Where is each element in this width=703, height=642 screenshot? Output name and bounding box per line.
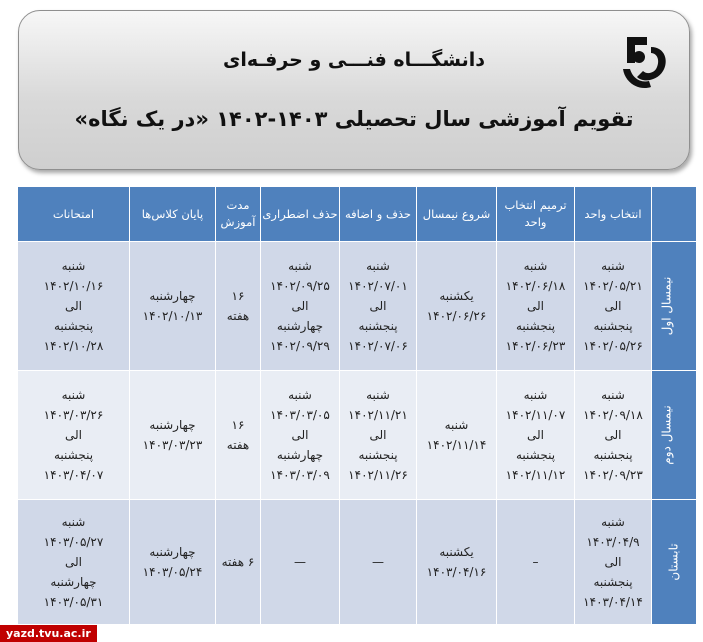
cell-text: ۱۴۰۲/۰۵/۲۶: [583, 339, 643, 353]
title-banner: [18, 10, 690, 170]
cell-text: شنبه: [523, 388, 548, 402]
table-cell: [497, 500, 575, 625]
cell-text: الی: [369, 299, 387, 313]
semester-label: [652, 500, 697, 625]
cell-text: ۱۴۰۲/۱۰/۲۸: [43, 339, 104, 353]
cell-text: ۱۴۰۲/۰۶/۲۶: [426, 309, 487, 323]
cell-text: ۱۴۰۲/۰۷/۰۱: [348, 279, 408, 293]
semester-label: [652, 242, 697, 371]
university-name: دانشگـــاه فنـــی و حرفـه‌ای: [222, 49, 486, 71]
cell-text: —: [294, 555, 306, 569]
table-cell: [130, 242, 216, 371]
semester-label-text: نیمسال اول: [659, 276, 674, 336]
table-cell: [130, 500, 216, 625]
cell-text: شنبه: [601, 515, 625, 529]
cell-text: ۱۴۰۲/۰۶/۱۸: [505, 279, 566, 293]
cell-text: ۱۴۰۳/۰۵/۳۱: [43, 595, 104, 609]
cell-text: ۱۴۰۲/۰۹/۲۳: [583, 468, 643, 482]
website-url: yazd.tvu.ac.ir: [0, 625, 97, 642]
table-cell: [497, 371, 575, 500]
cell-text: ۱۴۰۲/۱۰/۱۶: [43, 279, 104, 293]
table-cell: [18, 500, 130, 625]
cell-text: ۱۴۰۲/۱۱/۰۷: [505, 408, 566, 422]
cell-text: الی: [291, 299, 309, 313]
cell-text: شنبه: [366, 259, 390, 273]
cell-text: پنجشنبه: [593, 575, 633, 589]
table-cell: [340, 242, 417, 371]
cell-text: ۱۴۰۲/۰۹/۱۸: [583, 408, 643, 422]
table-cell: [216, 500, 261, 625]
table-row: [18, 242, 697, 371]
table-cell: [340, 371, 417, 500]
tvu-logo-icon: [617, 33, 673, 93]
cell-text: چهارشنبه: [149, 418, 196, 432]
column-header: امتحانات: [18, 187, 130, 242]
cell-text: شنبه: [61, 515, 86, 529]
academic-calendar-table: [17, 186, 697, 625]
cell-text: ۱۴۰۲/۱۰/۱۳: [142, 309, 203, 323]
table-cell: [18, 242, 130, 371]
corner-cell: [652, 187, 697, 242]
table-cell: [497, 242, 575, 371]
cell-text: شنبه: [288, 388, 312, 402]
table-cell: [417, 500, 497, 625]
cell-text: الی: [604, 299, 622, 313]
cell-text: ۱۴۰۳/۰۵/۲۴: [142, 565, 203, 579]
table-cell: [575, 500, 652, 625]
cell-text: ۱۴۰۳/۰۴/۰۷: [43, 468, 104, 482]
table-cell: [417, 242, 497, 371]
cell-text: ۱۴۰۳/۰۳/۰۹: [270, 468, 330, 482]
cell-text: چهارشنبه: [149, 545, 196, 559]
cell-text: ۱۴۰۳/۰۴/۹: [586, 535, 640, 549]
cell-text: چهارشنبه: [50, 575, 97, 589]
table-cell: [18, 371, 130, 500]
calendar-title: تقویم آموزشی سال تحصیلی ۱۴۰۳-۱۴۰۲ «در یک نگاه»: [74, 107, 634, 131]
cell-text: –: [532, 555, 539, 569]
table-header-row: [18, 187, 697, 242]
cell-text: هفته: [226, 309, 250, 323]
cell-text: شنبه: [288, 259, 312, 273]
cell-text: پنجشنبه: [53, 319, 94, 333]
column-header: حذف و اضافه: [340, 187, 417, 242]
cell-text: الی: [291, 428, 309, 442]
cell-text: شنبه: [601, 388, 625, 402]
table-cell: [216, 371, 261, 500]
cell-text: ۱۴۰۲/۰۹/۲۹: [270, 339, 330, 353]
cell-text: ۱۴۰۲/۱۱/۲۱: [348, 408, 408, 422]
semester-label-text: نیمسال دوم: [659, 405, 674, 465]
table-cell: [261, 371, 340, 500]
table-cell: [261, 242, 340, 371]
cell-text: ۱۶: [231, 418, 245, 432]
cell-text: پنجشنبه: [593, 448, 633, 462]
cell-text: ۱۴۰۲/۱۱/۱۲: [505, 468, 566, 482]
cell-text: شنبه: [61, 388, 86, 402]
cell-text: شنبه: [366, 388, 390, 402]
cell-text: الی: [65, 555, 82, 569]
cell-text: شنبه: [61, 259, 86, 273]
cell-text: ۱۴۰۳/۰۳/۰۵: [270, 408, 330, 422]
cell-text: پنجشنبه: [515, 319, 556, 333]
cell-text: ۱۴۰۲/۱۱/۱۴: [426, 438, 487, 452]
cell-text: یکشنبه: [439, 545, 474, 559]
cell-text: الی: [65, 428, 82, 442]
cell-text: ۱۴۰۳/۰۴/۱۴: [583, 595, 643, 609]
cell-text: ۱۶: [231, 289, 245, 303]
table-row: [18, 371, 697, 500]
cell-text: —: [372, 555, 384, 569]
cell-text: شنبه: [601, 259, 625, 273]
cell-text: پنجشنبه: [53, 448, 94, 462]
cell-text: ۱۴۰۲/۱۱/۲۶: [348, 468, 408, 482]
cell-text: شنبه: [523, 259, 548, 273]
cell-text: ۱۴۰۳/۰۳/۲۳: [142, 438, 203, 452]
semester-label: [652, 371, 697, 500]
cell-text: ۱۴۰۲/۰۵/۲۱: [583, 279, 643, 293]
cell-text: ۱۴۰۳/۰۵/۲۷: [43, 535, 104, 549]
cell-text: ۱۴۰۲/۰۶/۲۳: [505, 339, 566, 353]
cell-text: الی: [527, 299, 544, 313]
column-header: حذف اضطراری: [261, 187, 340, 242]
column-header: پایان کلاس‌ها: [130, 187, 216, 242]
table-cell: [216, 242, 261, 371]
column-header: ترمیم انتخاب واحد: [497, 187, 575, 242]
table-cell: [130, 371, 216, 500]
cell-text: چهارشنبه: [149, 289, 196, 303]
cell-text: ۱۴۰۲/۰۷/۰۶: [348, 339, 408, 353]
table-cell: [417, 371, 497, 500]
cell-text: پنجشنبه: [358, 319, 398, 333]
cell-text: ۶ هفته: [221, 555, 255, 569]
table-cell: [261, 500, 340, 625]
cell-text: الی: [369, 428, 387, 442]
cell-text: پنجشنبه: [593, 319, 633, 333]
column-header: انتخاب واحد: [575, 187, 652, 242]
cell-text: پنجشنبه: [358, 448, 398, 462]
cell-text: الی: [604, 428, 622, 442]
table-cell: [340, 500, 417, 625]
cell-text: چهارشنبه: [276, 448, 324, 462]
cell-text: ۱۴۰۲/۰۹/۲۵: [270, 279, 330, 293]
cell-text: الی: [527, 428, 544, 442]
cell-text: یکشنبه: [439, 289, 474, 303]
cell-text: پنجشنبه: [515, 448, 556, 462]
cell-text: ۱۴۰۳/۰۳/۲۶: [43, 408, 104, 422]
column-header: شروع نیمسال: [417, 187, 497, 242]
semester-label-text: تابستان: [666, 543, 681, 581]
cell-text: هفته: [226, 438, 250, 452]
cell-text: شنبه: [444, 418, 469, 432]
cell-text: ۱۴۰۳/۰۴/۱۶: [426, 565, 487, 579]
column-header: مدت آموزش: [216, 187, 261, 242]
cell-text: الی: [65, 299, 82, 313]
cell-text: الی: [604, 555, 622, 569]
cell-text: چهارشنبه: [276, 319, 324, 333]
table-row: [18, 500, 697, 625]
